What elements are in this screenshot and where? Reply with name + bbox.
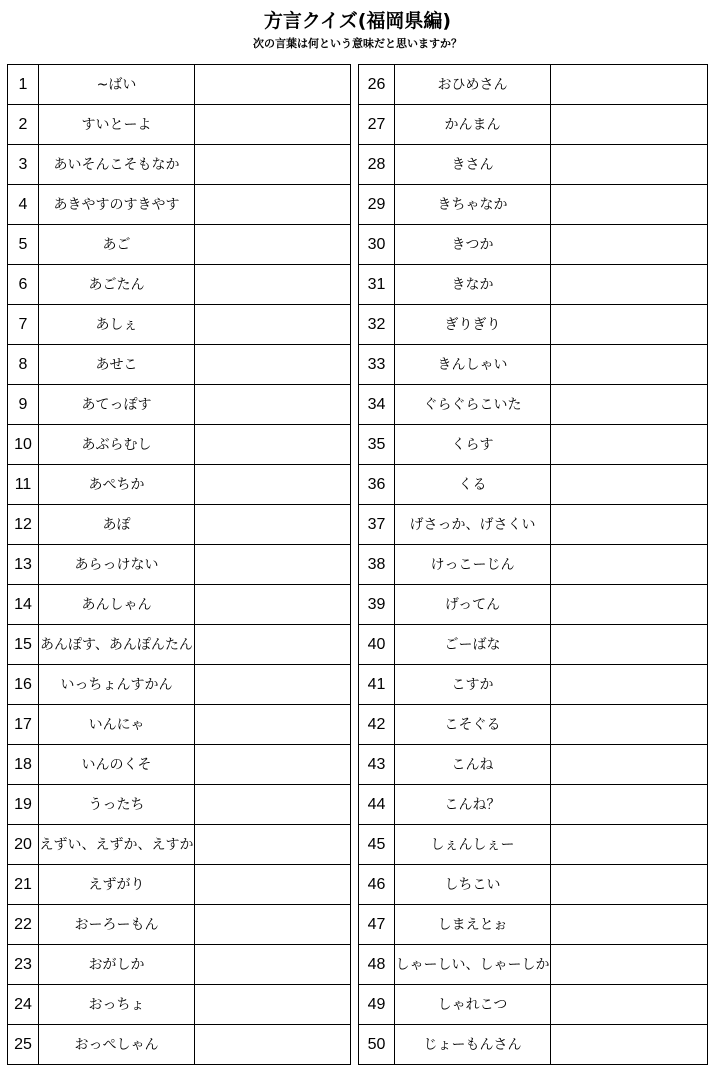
quiz-row xyxy=(8,1025,351,1065)
dialect-word: あんぽす、あんぽんたん xyxy=(39,625,195,665)
dialect-word: きさん xyxy=(395,145,551,185)
question-number: 17 xyxy=(8,705,39,745)
answer-cell[interactable] xyxy=(195,465,351,505)
question-number: 44 xyxy=(359,785,395,825)
question-number: 5 xyxy=(8,225,39,265)
question-number: 32 xyxy=(359,305,395,345)
question-number: 30 xyxy=(359,225,395,265)
quiz-row xyxy=(359,545,708,585)
quiz-row xyxy=(359,665,708,705)
question-number: 50 xyxy=(359,1025,395,1065)
dialect-word: ぐらぐらこいた xyxy=(395,385,551,425)
quiz-row xyxy=(359,945,708,985)
question-number: 6 xyxy=(8,265,39,305)
question-number: 13 xyxy=(8,545,39,585)
dialect-word: こんね xyxy=(395,745,551,785)
quiz-row xyxy=(8,785,351,825)
question-number: 2 xyxy=(8,105,39,145)
quiz-row xyxy=(8,665,351,705)
quiz-row xyxy=(359,985,708,1025)
answer-cell[interactable] xyxy=(551,345,708,385)
question-number: 35 xyxy=(359,425,395,465)
quiz-row xyxy=(359,345,708,385)
answer-cell[interactable] xyxy=(551,65,708,105)
question-number: 28 xyxy=(359,145,395,185)
dialect-word: しまえとぉ xyxy=(395,905,551,945)
answer-cell[interactable] xyxy=(195,145,351,185)
dialect-word: あぺちか xyxy=(39,465,195,505)
quiz-row xyxy=(359,625,708,665)
answer-cell[interactable] xyxy=(195,1025,351,1065)
answer-cell[interactable] xyxy=(551,905,708,945)
dialect-word: けっこーじん xyxy=(395,545,551,585)
answer-cell[interactable] xyxy=(195,985,351,1025)
question-number: 45 xyxy=(359,825,395,865)
dialect-word: こそぐる xyxy=(395,705,551,745)
quiz-row xyxy=(8,545,351,585)
question-number: 48 xyxy=(359,945,395,985)
answer-cell[interactable] xyxy=(551,225,708,265)
quiz-row xyxy=(8,385,351,425)
answer-cell[interactable] xyxy=(551,705,708,745)
answer-cell[interactable] xyxy=(195,305,351,345)
quiz-table-right xyxy=(358,64,708,1065)
dialect-word: おっちょ xyxy=(39,985,195,1025)
question-number: 39 xyxy=(359,585,395,625)
question-number: 24 xyxy=(8,985,39,1025)
quiz-row xyxy=(8,985,351,1025)
dialect-word: あご xyxy=(39,225,195,265)
dialect-word: あぽ xyxy=(39,505,195,545)
dialect-word: きなか xyxy=(395,265,551,305)
quiz-row xyxy=(8,945,351,985)
answer-cell[interactable] xyxy=(195,825,351,865)
dialect-word: げってん xyxy=(395,585,551,625)
quiz-row xyxy=(359,265,708,305)
quiz-row xyxy=(8,345,351,385)
quiz-row xyxy=(359,425,708,465)
answer-cell[interactable] xyxy=(195,585,351,625)
answer-cell[interactable] xyxy=(551,745,708,785)
question-number: 1 xyxy=(8,65,39,105)
quiz-row xyxy=(359,1025,708,1065)
question-number: 15 xyxy=(8,625,39,665)
quiz-row xyxy=(8,625,351,665)
answer-cell[interactable] xyxy=(195,625,351,665)
dialect-word: きんしゃい xyxy=(395,345,551,385)
question-number: 29 xyxy=(359,185,395,225)
quiz-row xyxy=(359,745,708,785)
dialect-word: じょーもんさん xyxy=(395,1025,551,1065)
question-number: 43 xyxy=(359,745,395,785)
dialect-word: おひめさん xyxy=(395,65,551,105)
answer-cell[interactable] xyxy=(195,545,351,585)
question-number: 34 xyxy=(359,385,395,425)
quiz-row xyxy=(8,905,351,945)
quiz-row xyxy=(8,745,351,785)
question-number: 36 xyxy=(359,465,395,505)
answer-cell[interactable] xyxy=(195,105,351,145)
question-number: 14 xyxy=(8,585,39,625)
quiz-row xyxy=(8,865,351,905)
answer-cell[interactable] xyxy=(195,505,351,545)
answer-cell[interactable] xyxy=(551,945,708,985)
dialect-word: すいとーよ xyxy=(39,105,195,145)
answer-cell[interactable] xyxy=(195,705,351,745)
dialect-word: あぶらむし xyxy=(39,425,195,465)
dialect-word: あきやすのすきやす xyxy=(39,185,195,225)
quiz-row xyxy=(359,65,708,105)
question-number: 31 xyxy=(359,265,395,305)
answer-cell[interactable] xyxy=(551,185,708,225)
quiz-row xyxy=(8,305,351,345)
quiz-row xyxy=(8,225,351,265)
question-number: 23 xyxy=(8,945,39,985)
answer-cell[interactable] xyxy=(195,185,351,225)
question-number: 46 xyxy=(359,865,395,905)
dialect-word: あしぇ xyxy=(39,305,195,345)
question-number: 3 xyxy=(8,145,39,185)
dialect-word: あてっぽす xyxy=(39,385,195,425)
quiz-row xyxy=(359,305,708,345)
question-number: 49 xyxy=(359,985,395,1025)
answer-cell[interactable] xyxy=(195,865,351,905)
answer-cell[interactable] xyxy=(551,665,708,705)
dialect-word: げさっか、げさくい xyxy=(395,505,551,545)
dialect-word: あいそんこそもなか xyxy=(39,145,195,185)
dialect-word: おーろーもん xyxy=(39,905,195,945)
quiz-row xyxy=(359,705,708,745)
quiz-row xyxy=(359,225,708,265)
answer-cell[interactable] xyxy=(195,385,351,425)
quiz-row xyxy=(8,105,351,145)
question-number: 19 xyxy=(8,785,39,825)
answer-cell[interactable] xyxy=(551,265,708,305)
dialect-word: しゃれこつ xyxy=(395,985,551,1025)
quiz-row xyxy=(359,585,708,625)
answer-cell[interactable] xyxy=(195,945,351,985)
question-number: 7 xyxy=(8,305,39,345)
quiz-row xyxy=(8,505,351,545)
page-title: 方言クイズ(福岡県編) xyxy=(263,10,452,32)
question-number: 16 xyxy=(8,665,39,705)
quiz-row xyxy=(8,65,351,105)
question-number: 20 xyxy=(8,825,39,865)
answer-cell[interactable] xyxy=(551,425,708,465)
dialect-word: おがしか xyxy=(39,945,195,985)
quiz-row xyxy=(8,145,351,185)
answer-cell[interactable] xyxy=(195,745,351,785)
dialect-word: しぇんしぇー xyxy=(395,825,551,865)
answer-cell[interactable] xyxy=(551,585,708,625)
page-subtitle: 次の言葉は何という意味だと思いますか？ xyxy=(253,37,462,50)
answer-cell[interactable] xyxy=(195,425,351,465)
dialect-word: しちこい xyxy=(395,865,551,905)
dialect-word: きつか xyxy=(395,225,551,265)
answer-cell[interactable] xyxy=(195,265,351,305)
quiz-row xyxy=(8,465,351,505)
dialect-word: くる xyxy=(395,465,551,505)
dialect-word: いんにゃ xyxy=(39,705,195,745)
dialect-word: あらっけない xyxy=(39,545,195,585)
quiz-row xyxy=(359,465,708,505)
question-number: 9 xyxy=(8,385,39,425)
dialect-word: ぎりぎり xyxy=(395,305,551,345)
question-number: 47 xyxy=(359,905,395,945)
quiz-row xyxy=(359,785,708,825)
dialect-word: あせこ xyxy=(39,345,195,385)
quiz-row xyxy=(359,185,708,225)
dialect-word: しゃーしい、しゃーしか xyxy=(395,945,551,985)
answer-cell[interactable] xyxy=(551,505,708,545)
dialect-word: えずい、えずか、えすか xyxy=(39,825,195,865)
dialect-word: かんまん xyxy=(395,105,551,145)
quiz-row xyxy=(359,905,708,945)
dialect-word: うったち xyxy=(39,785,195,825)
quiz-row xyxy=(359,505,708,545)
quiz-row xyxy=(359,145,708,185)
answer-cell[interactable] xyxy=(195,225,351,265)
question-number: 40 xyxy=(359,625,395,665)
answer-cell[interactable] xyxy=(551,465,708,505)
question-number: 21 xyxy=(8,865,39,905)
answer-cell[interactable] xyxy=(551,625,708,665)
question-number: 8 xyxy=(8,345,39,385)
quiz-row xyxy=(8,265,351,305)
question-number: 10 xyxy=(8,425,39,465)
question-number: 33 xyxy=(359,345,395,385)
quiz-row xyxy=(8,705,351,745)
question-number: 25 xyxy=(8,1025,39,1065)
answer-cell[interactable] xyxy=(551,105,708,145)
dialect-word: ごーばな xyxy=(395,625,551,665)
question-number: 37 xyxy=(359,505,395,545)
question-number: 4 xyxy=(8,185,39,225)
answer-cell[interactable] xyxy=(551,145,708,185)
dialect-word: いっちょんすかん xyxy=(39,665,195,705)
question-number: 11 xyxy=(8,465,39,505)
quiz-row xyxy=(359,105,708,145)
question-number: 12 xyxy=(8,505,39,545)
question-number: 27 xyxy=(359,105,395,145)
answer-cell[interactable] xyxy=(551,985,708,1025)
question-number: 41 xyxy=(359,665,395,705)
answer-cell[interactable] xyxy=(551,1025,708,1065)
dialect-word: あごたん xyxy=(39,265,195,305)
dialect-word: こすか xyxy=(395,665,551,705)
quiz-row xyxy=(359,865,708,905)
quiz-row xyxy=(8,185,351,225)
quiz-table-left xyxy=(7,64,351,1065)
quiz-row xyxy=(8,425,351,465)
quiz-row xyxy=(8,585,351,625)
answer-cell[interactable] xyxy=(551,785,708,825)
answer-cell[interactable] xyxy=(195,665,351,705)
answer-cell[interactable] xyxy=(551,305,708,345)
question-number: 18 xyxy=(8,745,39,785)
answer-cell[interactable] xyxy=(195,785,351,825)
dialect-word: いんのくそ xyxy=(39,745,195,785)
quiz-row xyxy=(359,825,708,865)
dialect-word: くらす xyxy=(395,425,551,465)
question-number: 22 xyxy=(8,905,39,945)
dialect-word: きちゃなか xyxy=(395,185,551,225)
question-number: 38 xyxy=(359,545,395,585)
quiz-row xyxy=(8,825,351,865)
answer-cell[interactable] xyxy=(551,385,708,425)
answer-cell[interactable] xyxy=(195,345,351,385)
dialect-word: あんしゃん xyxy=(39,585,195,625)
dialect-word: えずがり xyxy=(39,865,195,905)
dialect-word: ~ばい xyxy=(39,65,195,105)
answer-cell[interactable] xyxy=(551,825,708,865)
dialect-word: おっぺしゃん xyxy=(39,1025,195,1065)
question-number: 26 xyxy=(359,65,395,105)
dialect-word: こんね？ xyxy=(395,785,551,825)
answer-cell[interactable] xyxy=(551,545,708,585)
question-number: 42 xyxy=(359,705,395,745)
answer-cell[interactable] xyxy=(551,865,708,905)
quiz-row xyxy=(359,385,708,425)
answer-cell[interactable] xyxy=(195,65,351,105)
answer-cell[interactable] xyxy=(195,905,351,945)
